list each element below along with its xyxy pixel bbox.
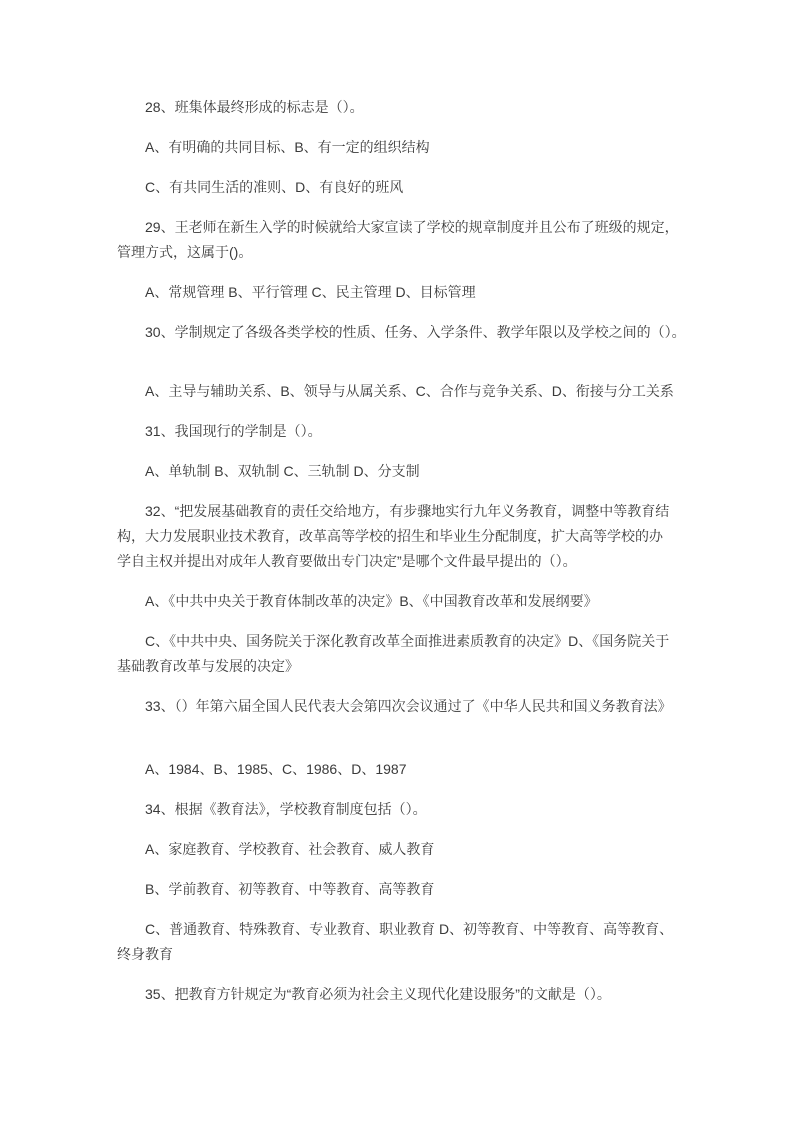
- question-32-stem-line-3: 学自主权并提出对成年人教育要做出专门决定”是哪个文件最早提出的（）。: [117, 553, 577, 569]
- question-35-stem-line: 35、把教育方针规定为“教育必须为社会主义现代化建设服务”的文献是（）。: [145, 986, 611, 1002]
- question-34-options-cd: [117, 917, 694, 967]
- question-30-stem: [117, 320, 694, 345]
- question-33-options-line: A、1984、B、1985、C、1986、D、1987: [145, 761, 407, 777]
- question-34-stem-line: 34、根据《教育法》，学校教育制度包括（）。: [145, 801, 427, 817]
- question-30-options: [117, 379, 694, 404]
- question-28-stem-line: 28、班集体最终形成的标志是（）。: [145, 99, 364, 115]
- question-32-stem: [117, 499, 694, 574]
- question-32-stem-line-1: 32、“把发展基础教育的责任交给地方，有步骤地实行九年义务教育，调整中等教育结: [145, 503, 670, 519]
- question-32-options-cd-line-2: 基础教育改革与发展的决定》: [117, 658, 299, 674]
- question-34-option-b: [117, 877, 694, 902]
- question-35-stem: [117, 982, 694, 1007]
- question-29-stem: [117, 215, 694, 265]
- question-28-stem: [117, 95, 694, 120]
- question-33-options: [117, 757, 694, 782]
- question-34-stem: [117, 797, 694, 822]
- question-30-stem-line: 30、学制规定了各级各类学校的性质、任务、入学条件、教学年限以及学校之间的（）。: [145, 324, 686, 340]
- question-34-option-a-line: A、家庭教育、学校教育、社会教育、威人教育: [145, 841, 435, 857]
- question-31-options-line: A、单轨制 B、双轨制 C、三轨制 D、分支制: [145, 463, 420, 479]
- question-29-options-line: A、常规管理 B、平行管理 C、民主管理 D、目标管理: [145, 284, 476, 300]
- question-31-stem: [117, 419, 694, 444]
- question-28-options-cd: [117, 175, 694, 200]
- question-31-stem-line: 31、我国现行的学制是（）。: [145, 423, 322, 439]
- question-34-option-a: [117, 837, 694, 862]
- question-32-options-ab: [117, 589, 694, 614]
- question-34-options-cd-line-2: 终身教育: [117, 946, 173, 962]
- question-33-stem-line: 33、（）年第六届全国人民代表大会第四次会议通过了《中华人民共和国义务教育法》: [145, 698, 672, 714]
- question-34-option-b-line: B、学前教育、初等教育、中等教育、高等教育: [145, 881, 435, 897]
- question-32-stem-line-2: 构，大力发展职业技术教育，改革高等学校的招生和毕业生分配制度，扩大高等学校的办: [117, 528, 663, 544]
- question-31-options: [117, 459, 694, 484]
- question-29-stem-line-2: 管理方式，这属于()。: [117, 244, 253, 260]
- question-32-options-ab-line: A、《中共中央关于教育体制改革的决定》B、《中国教育改革和发展纲要》: [145, 593, 598, 609]
- question-28-options-ab-line: A、有明确的共同目标、B、有一定的组织结构: [145, 139, 430, 155]
- question-32-options-cd-line-1: C、《中共中央、国务院关于深化教育改革全面推进素质教育的决定》D、《国务院关于: [145, 633, 670, 649]
- question-29-options: [117, 280, 694, 305]
- question-33-stem: [117, 694, 694, 719]
- question-29-stem-line-1: 29、王老师在新生入学的时候就给大家宣读了学校的规章制度并且公布了班级的规定，: [145, 219, 679, 235]
- question-30-options-line: A、主导与辅助关系、B、领导与从属关系、C、合作与竞争关系、D、衔接与分工关系: [145, 383, 674, 399]
- question-34-options-cd-line-1: C、普通教育、特殊教育、专业教育、职业教育 D、初等教育、中等教育、高等教育、: [145, 921, 674, 937]
- question-32-options-cd: [117, 629, 694, 679]
- question-28-options-cd-line: C、有共同生活的准则、D、有良好的班风: [145, 179, 404, 195]
- question-28-options-ab: [117, 135, 694, 160]
